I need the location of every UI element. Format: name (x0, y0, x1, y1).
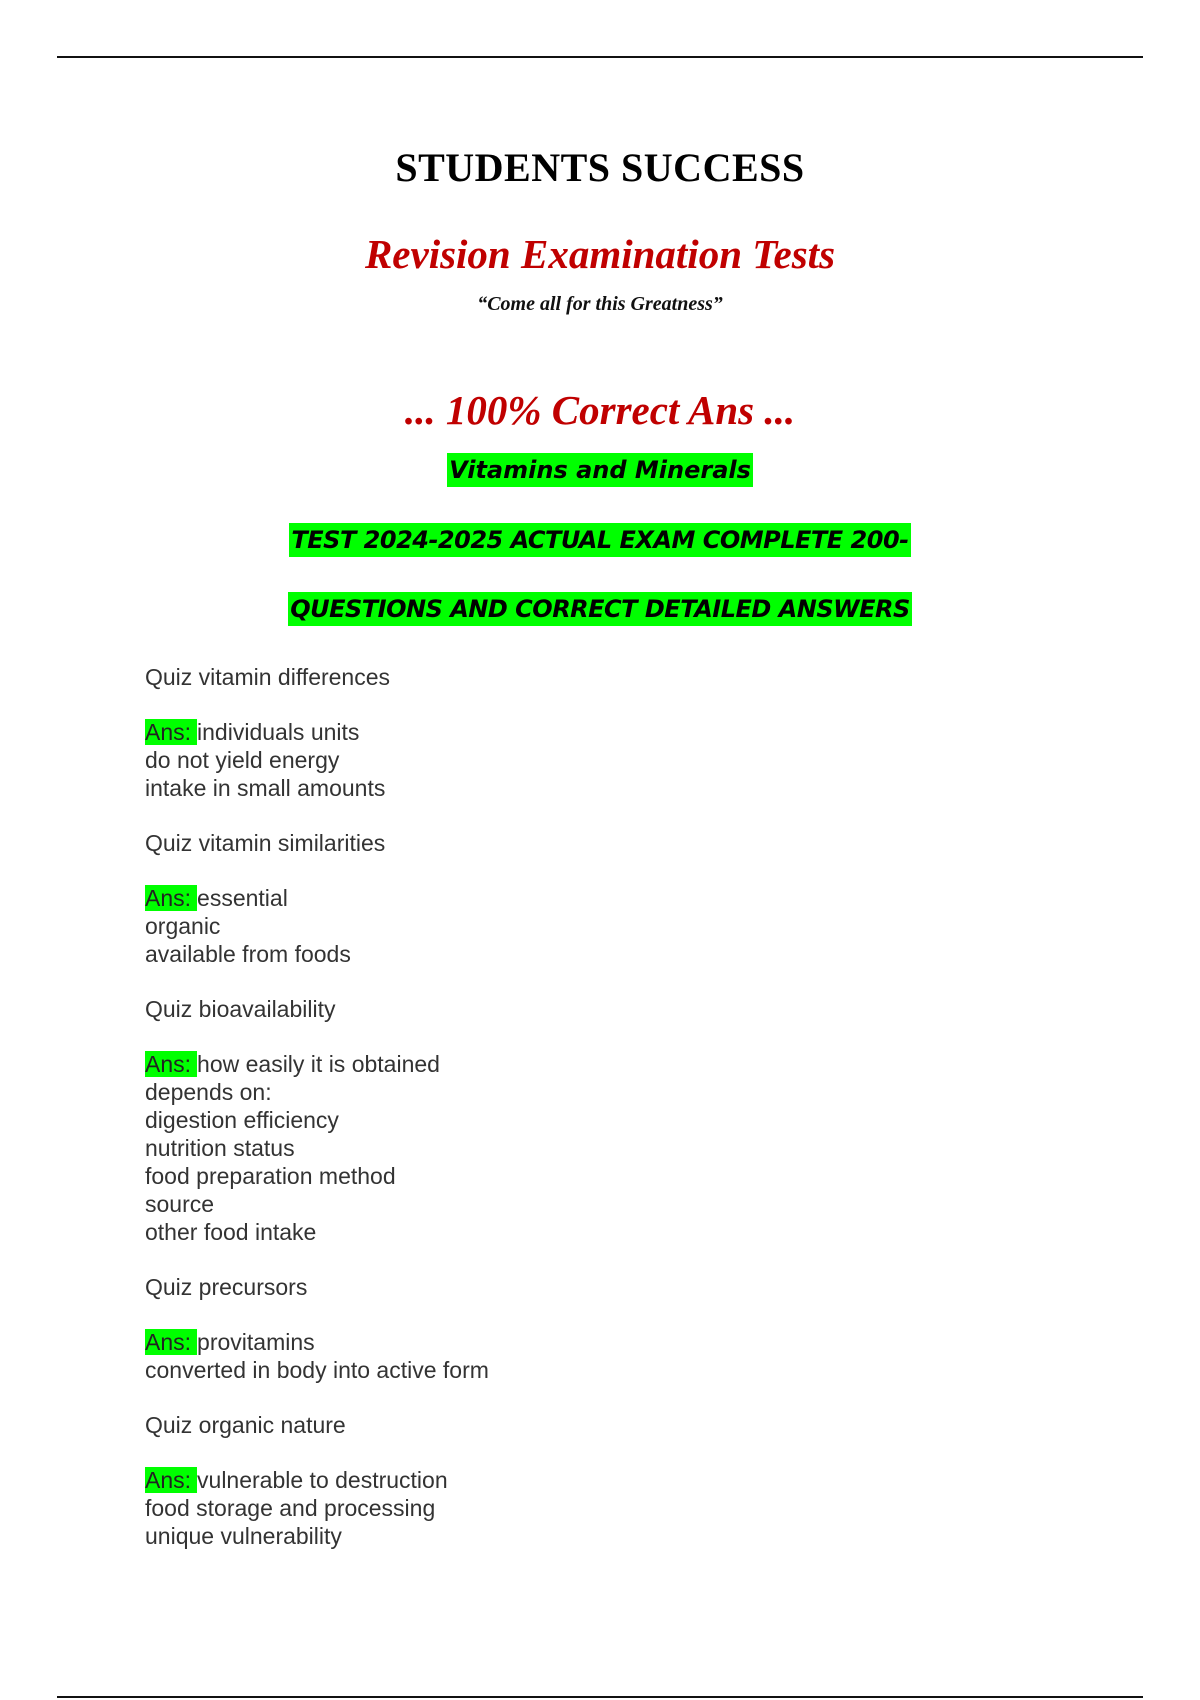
qa-answer-text: vulnerable to destruction (197, 1467, 448, 1493)
correct-answers-banner: ... 100% Correct Ans ... (404, 387, 796, 433)
qa-question: Quiz vitamin differences (145, 664, 391, 690)
qa-question: Quiz vitamin similarities (145, 830, 386, 856)
qa-answer (145, 1466, 1045, 1550)
qa-answer-first-line (145, 718, 1045, 746)
qa-answer-text: essential (197, 885, 288, 911)
qa-question: Quiz organic nature (145, 1412, 346, 1438)
answer-label: Ans: (145, 1467, 197, 1493)
bottom-rule (57, 1696, 1143, 1698)
qa-answer-text: how easily it is obtained (197, 1051, 440, 1077)
qa-answer (145, 884, 1045, 968)
answer-label: Ans: (145, 719, 197, 745)
answer-label: Ans: (145, 1051, 197, 1077)
qa-answer-first-line (145, 1050, 1045, 1078)
test-heading-line-1 (0, 526, 1200, 554)
qa-answer-line: nutrition status (145, 1135, 295, 1161)
qa-answer-line: do not yield energy (145, 747, 340, 773)
qa-answer-line: other food intake (145, 1219, 317, 1245)
qa-answer (145, 718, 1045, 802)
qa-answer (145, 1050, 1045, 1246)
qa-answer-line: food storage and processing (145, 1495, 436, 1521)
document-title: STUDENTS SUCCESS (395, 145, 805, 190)
topic-heading (0, 456, 1200, 484)
top-rule (57, 56, 1143, 58)
qa-answer-line: unique vulnerability (145, 1523, 342, 1549)
qa-answer-line: source (145, 1191, 215, 1217)
qa-answer-line: converted in body into active form (145, 1357, 489, 1383)
test-heading-line-2 (0, 595, 1200, 623)
qa-answer-first-line (145, 884, 1045, 912)
test-heading-line-1-text: TEST 2024-2025 ACTUAL EXAM COMPLETE 200- (289, 523, 910, 557)
test-heading-line-2-text: QUESTIONS AND CORRECT DETAILED ANSWERS (288, 592, 912, 626)
qa-answer-line: organic (145, 913, 221, 939)
qa-answer-first-line (145, 1328, 1045, 1356)
qa-answer-line: digestion efficiency (145, 1107, 339, 1133)
qa-answer-line: food preparation method (145, 1163, 396, 1189)
qa-answer-line: available from foods (145, 941, 351, 967)
qa-question: Quiz bioavailability (145, 996, 336, 1022)
document-subtitle: Revision Examination Tests (364, 231, 836, 277)
answer-label: Ans: (145, 885, 197, 911)
qa-list (145, 663, 1045, 1577)
qa-question: Quiz precursors (145, 1274, 308, 1300)
qa-answer-line: depends on: (145, 1079, 272, 1105)
qa-answer-text: individuals units (197, 719, 360, 745)
document-tagline: “Come all for this Greatness” (477, 293, 723, 315)
qa-answer-line: intake in small amounts (145, 775, 386, 801)
qa-answer-first-line (145, 1466, 1045, 1494)
answer-label: Ans: (145, 1329, 197, 1355)
topic-heading-text: Vitamins and Minerals (447, 453, 753, 487)
qa-answer-text: provitamins (197, 1329, 315, 1355)
qa-answer (145, 1328, 1045, 1384)
